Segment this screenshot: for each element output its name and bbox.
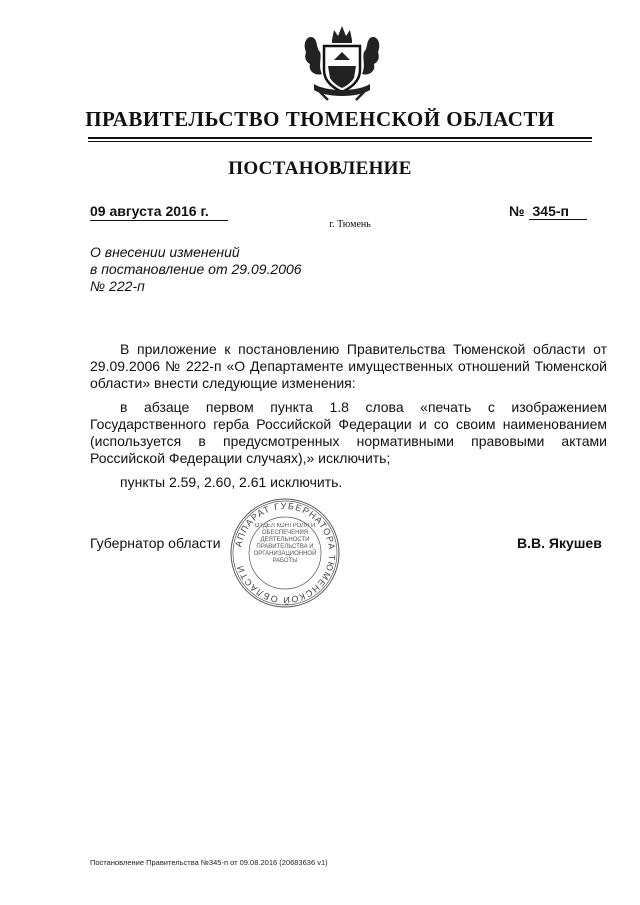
number-value: 345-п — [529, 203, 587, 220]
subject-line: № 222-п — [90, 278, 145, 294]
document-city: г. Тюмень — [329, 219, 371, 230]
signer-name: В.В. Якушев — [517, 535, 602, 551]
document-type-title: ПОСТАНОВЛЕНИЕ — [228, 158, 412, 179]
signer-role: Губернатор области — [90, 535, 221, 551]
header-rule-thick — [88, 137, 592, 139]
stamp-ring-text: АППАРАТ ГУБЕРНАТОРА ТЮМЕНСКОЙ ОБЛАСТИ — [233, 500, 338, 606]
document-date: 09 августа 2016 г. — [90, 203, 228, 221]
official-stamp-icon — [229, 497, 341, 609]
document-number — [509, 203, 593, 220]
subject-line: О внесении изменений — [90, 244, 240, 260]
header-rule-thin — [88, 141, 592, 142]
document-subject — [90, 244, 390, 295]
document-body — [90, 341, 607, 498]
body-paragraph: пункты 2.59, 2.60, 2.61 исключить. — [120, 474, 343, 490]
stamp-inner-text: ОТДЕЛ КОНТРОЛЯ И ОБЕСПЕЧЕНИЯ ДЕЯТЕЛЬНОСТИ ПРАВИТЕЛЬСТВА И ОРГАНИЗАЦИОННОЙ РАБОТЫ — [253, 523, 317, 564]
government-title: ПРАВИТЕЛЬСТВО ТЮМЕНСКОЙ ОБЛАСТИ — [85, 107, 555, 131]
coat-of-arms-icon — [298, 22, 386, 102]
number-prefix: № — [509, 203, 525, 219]
document-footer: Постановление Правительства №345-п от 09.08.2016 (20683636 v1) — [90, 858, 328, 867]
body-paragraph: В приложение к постановлению Правительства Тюменской области от 29.09.2006 № 222-п «О Департаменте имущественных отношений Тюменской области» внести следующие изменения: — [90, 341, 607, 391]
subject-line: в постановление от 29.09.2006 — [90, 261, 302, 277]
body-paragraph: в абзаце первом пункта 1.8 слова «печать с изображением Государственного герба Российской Федерации и со своим наименованием (используется в предусмотренных нормативными правовыми актами Российской Федерации случаях),» исключить; — [90, 399, 607, 466]
